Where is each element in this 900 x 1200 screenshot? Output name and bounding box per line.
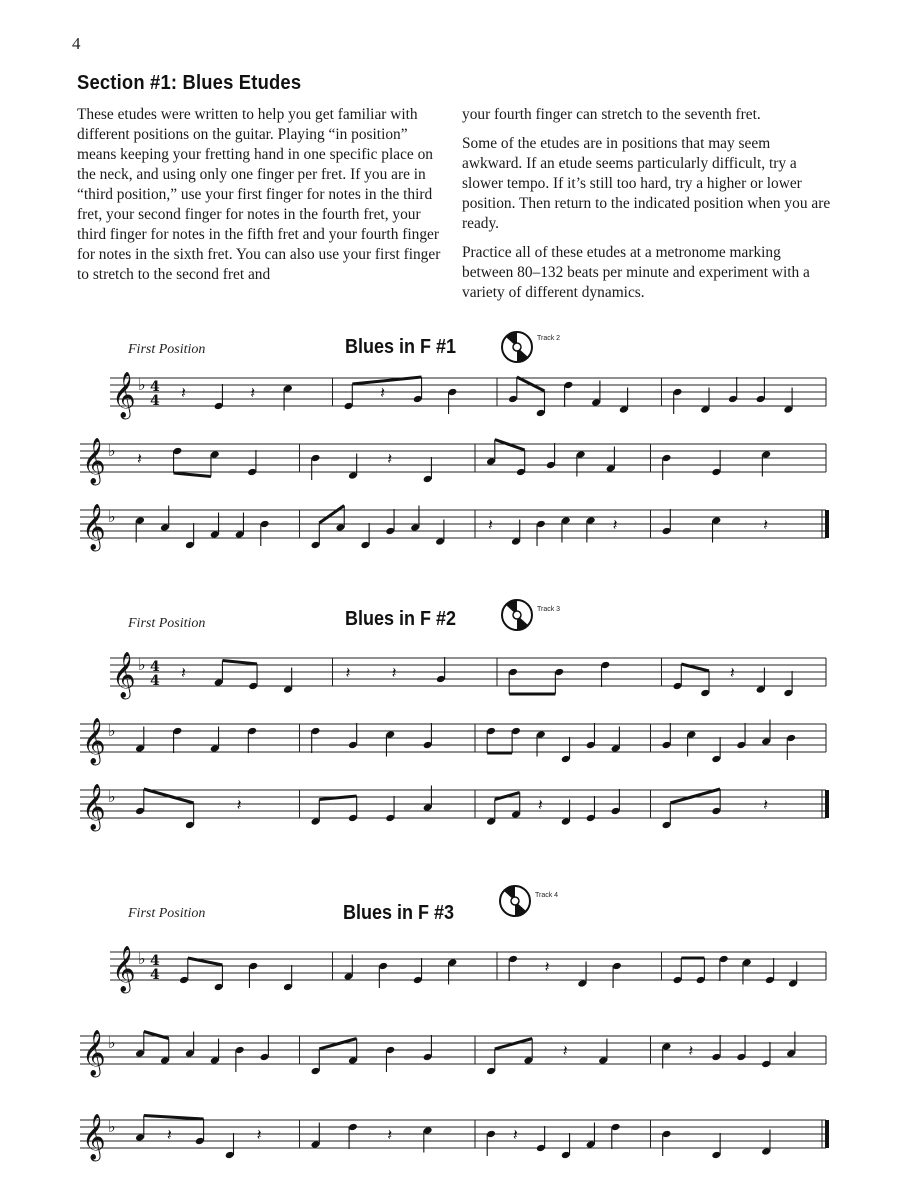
track-label: Track 4 <box>535 892 559 899</box>
intro-right-column <box>462 105 832 312</box>
etude-blues-in-f-2 <box>0 598 900 858</box>
flat-sign-icon: ♭ <box>138 375 146 394</box>
svg-text:4: 4 <box>150 673 160 689</box>
treble-clef-icon: 𝄞 <box>82 504 106 550</box>
svg-text:𝄽: 𝄽 <box>612 515 618 534</box>
staff-row <box>80 1030 826 1078</box>
intro-paragraph-1-continued: your fourth finger can stretch to the seventh fret. <box>462 106 761 123</box>
etude-blues-in-f-3 <box>0 884 900 1174</box>
svg-text:𝄽: 𝄽 <box>544 957 550 976</box>
svg-text:𝄽: 𝄽 <box>181 663 186 682</box>
etude-blues-in-f-1 <box>0 330 900 580</box>
flat-sign-icon: ♭ <box>108 1033 116 1052</box>
flat-sign-icon: ♭ <box>108 1117 116 1136</box>
position-label: First Position <box>128 616 206 631</box>
staff-row <box>110 372 826 420</box>
svg-text:𝄽: 𝄽 <box>250 383 256 402</box>
section-title: Section #1: Blues Etudes <box>77 72 302 94</box>
svg-text:𝄽: 𝄽 <box>763 795 769 814</box>
treble-clef-icon: 𝄞 <box>82 1114 106 1160</box>
svg-text:𝄽: 𝄽 <box>537 795 543 814</box>
intro-paragraph-3: Practice all of these etudes at a metronome marking between 80–132 beats per minute and experiment with a variety of different dynamics. <box>462 244 810 301</box>
treble-clef-icon: 𝄞 <box>82 784 106 830</box>
track-label: Track 3 <box>537 606 561 613</box>
treble-clef-icon: 𝄞 <box>112 652 136 698</box>
staff-row <box>80 438 826 486</box>
position-label: First Position <box>128 342 206 357</box>
treble-clef-icon: 𝄞 <box>112 946 136 992</box>
staff-row <box>80 504 829 552</box>
staff-row <box>110 652 826 700</box>
svg-text:𝄽: 𝄽 <box>387 1125 393 1144</box>
svg-text:𝄽: 𝄽 <box>387 449 393 468</box>
svg-text:𝄽: 𝄽 <box>236 795 242 814</box>
flat-sign-icon: ♭ <box>108 787 116 806</box>
flat-sign-icon: ♭ <box>138 655 146 674</box>
staff-system <box>0 330 900 580</box>
svg-text:𝄽: 𝄽 <box>512 1125 518 1144</box>
staff-system <box>0 884 900 1174</box>
svg-text:𝄽: 𝄽 <box>488 515 493 534</box>
staff-row <box>110 946 826 994</box>
staff-row <box>80 718 826 766</box>
intro-paragraph-2: Some of the etudes are in positions that may seem awkward. If an etude seems particularly difficult, try a slower tempo. If it’s still too hard, try a higher or lower position. Then return to the indicated position when you are ready. <box>462 135 831 232</box>
treble-clef-icon: 𝄞 <box>82 438 106 484</box>
staff-system <box>0 598 900 858</box>
svg-text:4: 4 <box>150 659 160 675</box>
staff-row <box>80 1114 829 1162</box>
etude-title: Blues in F #1 <box>345 336 457 358</box>
flat-sign-icon: ♭ <box>138 949 146 968</box>
svg-text:𝄽: 𝄽 <box>763 515 769 534</box>
etude-title: Blues in F #3 <box>343 902 455 924</box>
svg-text:𝄽: 𝄽 <box>345 663 351 682</box>
svg-text:𝄽: 𝄽 <box>256 1125 262 1144</box>
svg-text:𝄽: 𝄽 <box>391 663 397 682</box>
svg-text:𝄽: 𝄽 <box>137 449 142 468</box>
flat-sign-icon: ♭ <box>108 441 116 460</box>
svg-text:𝄽: 𝄽 <box>729 663 735 682</box>
treble-clef-icon: 𝄞 <box>82 718 106 764</box>
position-label: First Position <box>128 906 206 921</box>
svg-text:𝄽: 𝄽 <box>166 1125 172 1144</box>
svg-text:4: 4 <box>150 393 160 409</box>
page-number: 4 <box>72 34 81 53</box>
flat-sign-icon: ♭ <box>108 721 116 740</box>
treble-clef-icon: 𝄞 <box>112 372 136 418</box>
svg-text:𝄽: 𝄽 <box>688 1041 694 1060</box>
svg-text:𝄽: 𝄽 <box>181 383 186 402</box>
svg-text:4: 4 <box>150 953 160 969</box>
svg-text:𝄽: 𝄽 <box>562 1041 568 1060</box>
intro-left-column <box>77 105 445 294</box>
flat-sign-icon: ♭ <box>108 507 116 526</box>
svg-text:4: 4 <box>150 379 160 395</box>
etude-title: Blues in F #2 <box>345 608 457 630</box>
intro-paragraph-1: These etudes were written to help you get familiar with different positions on the guitar. Playing “in position” means keeping your fretting hand in one specific place on the neck, and using only one finger per fret. If you are in “third position,” use your first finger for notes in the third fret, your second finger for notes in the fourth fret, your third finger for notes in the fifth fret and your fourth finger for notes in the sixth fret. You can also use your first finger to stretch to the second fret and <box>77 106 441 283</box>
staff-row <box>80 784 829 832</box>
treble-clef-icon: 𝄞 <box>82 1030 106 1076</box>
svg-text:𝄽: 𝄽 <box>380 383 386 402</box>
track-label: Track 2 <box>537 335 561 342</box>
svg-text:4: 4 <box>150 967 160 983</box>
